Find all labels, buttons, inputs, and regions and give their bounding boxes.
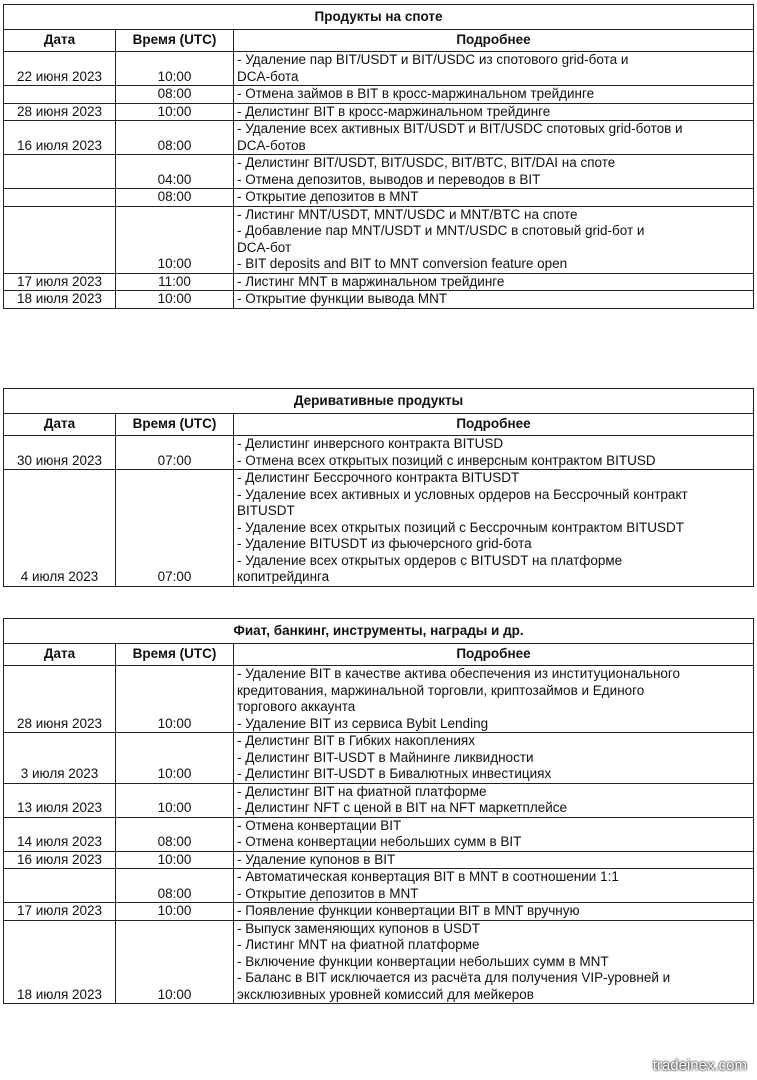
- table-row: [4, 103, 754, 121]
- column-header-time: Время (UTC): [116, 30, 234, 52]
- row-time: 08:00: [116, 869, 234, 903]
- row-details: [234, 436, 754, 470]
- row-details: [234, 903, 754, 921]
- detail-line: - Делистинг инверсного контракта BITUSD: [237, 436, 504, 451]
- detail-line: - Открытие функции вывода MNT: [237, 291, 448, 306]
- detail-line: - Удаление BITUSDT из фьючерсного grid-бота: [237, 536, 532, 551]
- detail-line: - Выпуск заменяющих купонов в USDT: [237, 920, 480, 936]
- row-date: 16 июля 2023: [4, 121, 116, 155]
- row-date: 18 июля 2023: [4, 291, 116, 309]
- row-details: [234, 783, 754, 817]
- table-row: [4, 470, 754, 587]
- row-time: 08:00: [116, 817, 234, 851]
- detail-line: кредитования, маржинальной торговли, криптозаймов и Единого: [237, 682, 645, 698]
- row-date: [4, 206, 116, 273]
- row-time: 10:00: [116, 291, 234, 309]
- detail-line: - Листинг MNT в маржинальном трейдинге: [237, 273, 505, 289]
- row-time: 10:00: [116, 52, 234, 86]
- row-date: [4, 189, 116, 207]
- row-details: [234, 470, 754, 587]
- table-row: [4, 52, 754, 86]
- row-time: 10:00: [116, 206, 234, 273]
- detail-line: DCA-бота: [237, 68, 299, 84]
- table-row: [4, 817, 754, 851]
- detail-line: - Делистинг BIT-USDT в Бивалютных инвестициях: [237, 766, 552, 781]
- table-row: [4, 783, 754, 817]
- detail-line: BITUSDT: [237, 503, 295, 518]
- table-row: [4, 666, 754, 733]
- detail-line: - Открытие депозитов в MNT: [237, 189, 419, 204]
- detail-line: DCA-ботов: [237, 137, 306, 153]
- detail-line: - Делистинг BIT в кросс-маржинальном трейдинге: [237, 103, 551, 119]
- row-date: 28 июня 2023: [4, 103, 116, 121]
- row-time: 08:00: [116, 121, 234, 155]
- table-row: [4, 291, 754, 309]
- row-details: [234, 52, 754, 86]
- row-time: 08:00: [116, 189, 234, 207]
- detail-line: - Удаление всех открытых позиций с Бессрочным контрактом BITUSDT: [237, 519, 685, 535]
- column-header-date: Дата: [4, 414, 116, 436]
- row-details: [234, 103, 754, 121]
- table-row: [4, 851, 754, 869]
- row-time: 07:00: [116, 470, 234, 587]
- detail-line: - Делистинг BIT/USDT, BIT/USDC, BIT/BTC, BIT/DAI на споте: [237, 155, 616, 170]
- row-date: [4, 155, 116, 189]
- detail-line: - Появление функции конвертации BIT в MNT вручную: [237, 903, 580, 918]
- detail-line: - Листинг MNT/USDT, MNT/USDC и MNT/BTC на споте: [237, 206, 578, 222]
- section-title: Деривативные продукты: [4, 389, 754, 414]
- detail-line: - Делистинг BIT-USDT в Майнинге ликвидности: [237, 749, 534, 765]
- row-date: 28 июня 2023: [4, 666, 116, 733]
- detail-line: - Включение функции конвертации небольших сумм в MNT: [237, 953, 609, 969]
- row-date: 16 июля 2023: [4, 851, 116, 869]
- column-header-time: Время (UTC): [116, 414, 234, 436]
- detail-line: - Отмена конвертации BIT: [237, 817, 402, 833]
- detail-line: - Отмена займов в BIT в кросс-маржинальном трейдинге: [237, 86, 595, 101]
- column-header-time: Время (UTC): [116, 644, 234, 666]
- row-date: [4, 869, 116, 903]
- row-time: 10:00: [116, 666, 234, 733]
- detail-line: - Делистинг Бессрочного контракта BITUSDT: [237, 470, 520, 485]
- section-title: Фиат, банкинг, инструменты, награды и др.: [4, 619, 754, 644]
- table-row: [4, 189, 754, 207]
- row-date: 13 июля 2023: [4, 783, 116, 817]
- row-date: 17 июля 2023: [4, 903, 116, 921]
- column-header-details: Подробнее: [234, 30, 754, 52]
- row-details: [234, 869, 754, 903]
- table-row: [4, 206, 754, 273]
- section-table: [3, 4, 754, 309]
- row-time: 10:00: [116, 851, 234, 869]
- row-details: [234, 291, 754, 309]
- detail-line: DCA-бот: [237, 239, 292, 255]
- row-date: [4, 86, 116, 104]
- section-title: Продукты на споте: [4, 5, 754, 30]
- table-row: [4, 903, 754, 921]
- row-date: 3 июля 2023: [4, 733, 116, 784]
- section-table: [3, 618, 754, 1004]
- table-row: [4, 273, 754, 291]
- row-time: 11:00: [116, 273, 234, 291]
- row-details: [234, 155, 754, 189]
- row-details: [234, 206, 754, 273]
- row-date: 18 июля 2023: [4, 920, 116, 1004]
- detail-line: - Делистинг BIT в Гибких накоплениях: [237, 733, 475, 748]
- row-details: [234, 666, 754, 733]
- row-details: [234, 851, 754, 869]
- row-time: 10:00: [116, 733, 234, 784]
- watermark: tradeinex.com: [652, 1057, 747, 1074]
- row-time: 10:00: [116, 920, 234, 1004]
- row-time: 10:00: [116, 783, 234, 817]
- detail-line: - Отмена депозитов, выводов и переводов в BIT: [237, 171, 541, 187]
- table-row: [4, 436, 754, 470]
- detail-line: торгового аккаунта: [237, 699, 356, 714]
- detail-line: - Удаление всех активных BIT/USDT и BIT/USDC спотовых grid-ботов и: [237, 121, 683, 136]
- detail-line: - Автоматическая конвертация BIT в MNT в соотношении 1:1: [237, 869, 619, 884]
- detail-line: эксклюзивных уровней комиссий для мейкеров: [237, 986, 534, 1002]
- column-header-date: Дата: [4, 30, 116, 52]
- row-date: 14 июля 2023: [4, 817, 116, 851]
- row-details: [234, 121, 754, 155]
- detail-line: - BIT deposits and BIT to MNT conversion feature open: [237, 256, 568, 271]
- row-date: 17 июля 2023: [4, 273, 116, 291]
- row-details: [234, 189, 754, 207]
- row-details: [234, 817, 754, 851]
- row-time: 10:00: [116, 103, 234, 121]
- row-details: [234, 86, 754, 104]
- detail-line: - Открытие депозитов в MNT: [237, 885, 419, 901]
- row-date: 30 июня 2023: [4, 436, 116, 470]
- detail-line: - Листинг MNT на фиатной платформе: [237, 937, 480, 952]
- row-time: 04:00: [116, 155, 234, 189]
- row-date: 22 июня 2023: [4, 52, 116, 86]
- table-row: [4, 869, 754, 903]
- column-header-details: Подробнее: [234, 644, 754, 666]
- row-time: 08:00: [116, 86, 234, 104]
- table-row: [4, 155, 754, 189]
- row-details: [234, 273, 754, 291]
- detail-line: - Удаление купонов в BIT: [237, 851, 396, 867]
- detail-line: - Удаление BIT из сервиса Bybit Lending: [237, 715, 489, 731]
- row-details: [234, 733, 754, 784]
- detail-line: - Делистинг NFT с ценой в BIT на NFT маркетплейсе: [237, 800, 568, 815]
- detail-line: - Удаление пар BIT/USDT и BIT/USDC из спотового grid-бота и: [237, 52, 629, 67]
- table-row: [4, 733, 754, 784]
- detail-line: - Удаление всех открытых ордеров с BITUSDT на платформе: [237, 552, 623, 568]
- row-date: 4 июля 2023: [4, 470, 116, 587]
- table-row: [4, 920, 754, 1004]
- table-row: [4, 121, 754, 155]
- detail-line: копитрейдинга: [237, 569, 330, 584]
- row-time: 07:00: [116, 436, 234, 470]
- section-table: [3, 388, 754, 587]
- detail-line: - Добавление пар MNT/USDT и MNT/USDC в спотовый grid-бот и: [237, 223, 645, 238]
- row-details: [234, 920, 754, 1004]
- detail-line: - Отмена конвертации небольших сумм в BIT: [237, 834, 522, 849]
- detail-line: - Удаление BIT в качестве актива обеспечения из институционального: [237, 666, 681, 681]
- detail-line: - Баланс в BIT исключается из расчёта для получения VIP-уровней и: [237, 970, 671, 985]
- detail-line: - Делистинг BIT на фиатной платформе: [237, 783, 487, 799]
- column-header-date: Дата: [4, 644, 116, 666]
- detail-line: - Отмена всех открытых позиций с инверсным контрактом BITUSD: [237, 452, 656, 468]
- detail-line: - Удаление всех активных и условных ордеров на Бессрочный контракт: [237, 486, 688, 502]
- row-time: 10:00: [116, 903, 234, 921]
- column-header-details: Подробнее: [234, 414, 754, 436]
- table-row: [4, 86, 754, 104]
